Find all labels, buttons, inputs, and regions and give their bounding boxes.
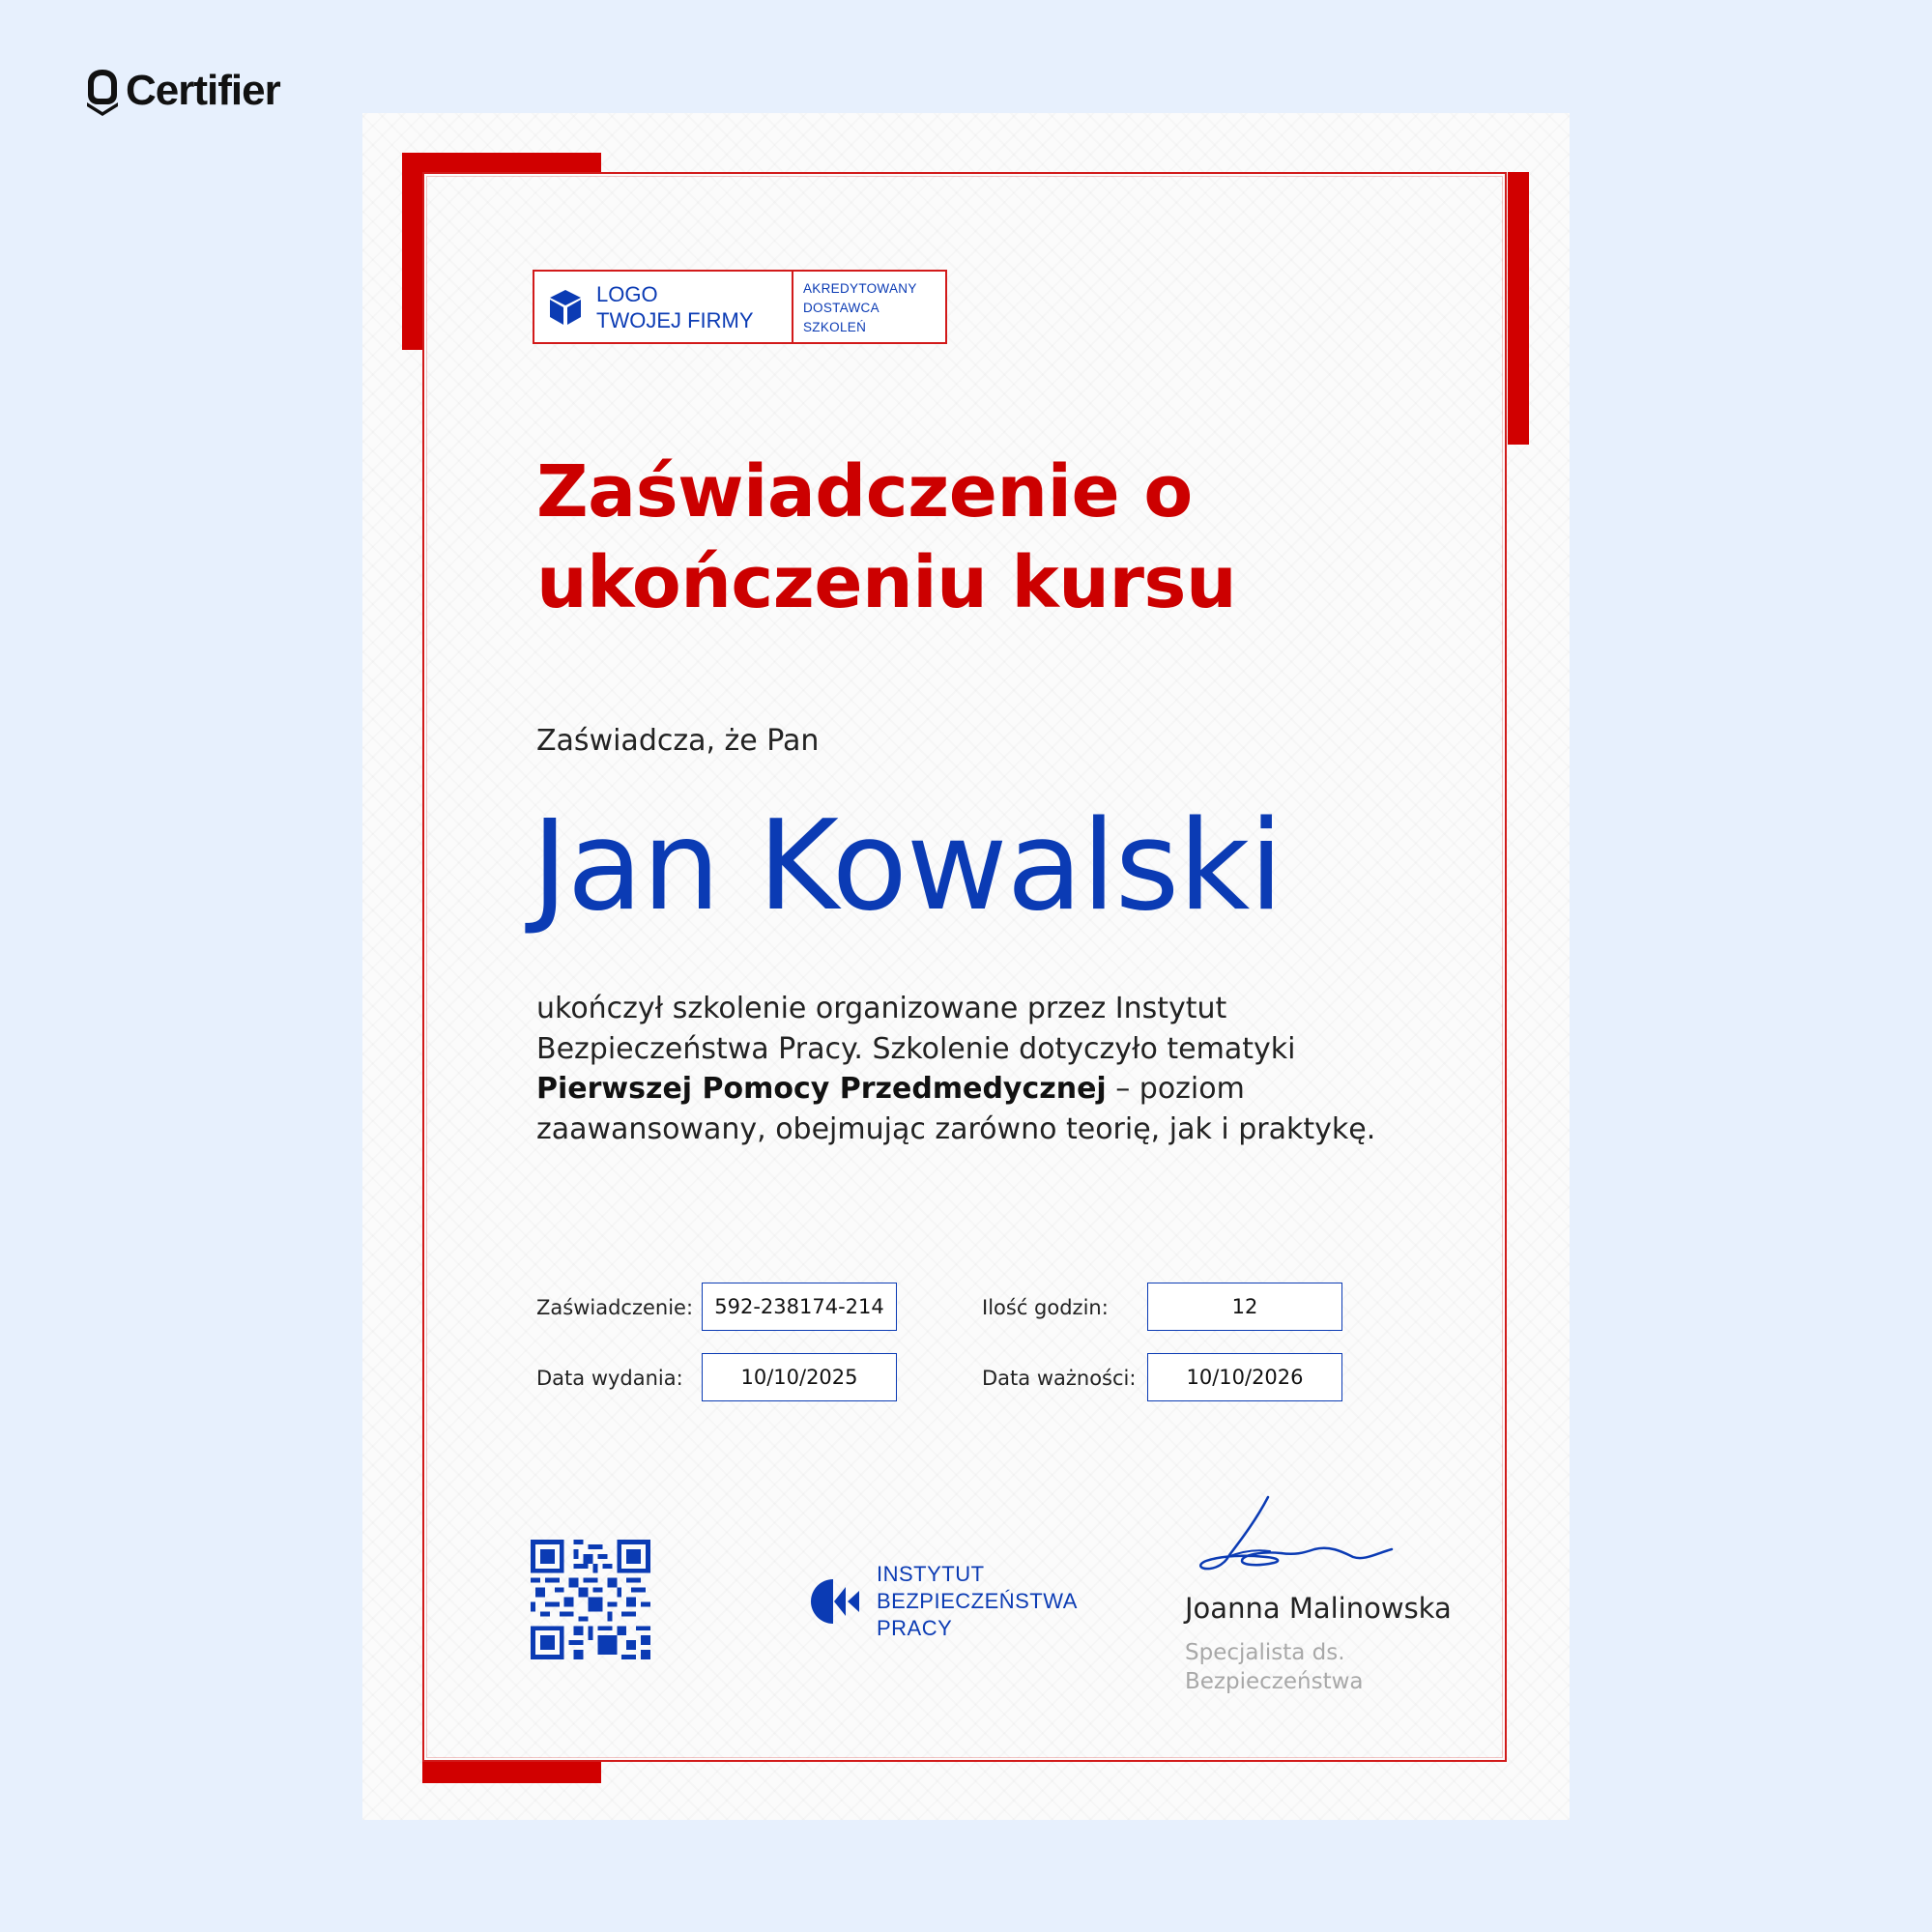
expiry-date-label: Data ważności:	[982, 1367, 1137, 1390]
qr-code-icon	[531, 1540, 650, 1659]
institute-name	[877, 1561, 1078, 1642]
signer-role: Specjalista ds. Bezpieczeństwa	[1185, 1640, 1364, 1694]
company-logo-name	[596, 281, 754, 333]
certificate-number-label: Zaświadczenie:	[536, 1296, 694, 1319]
institute-logo	[809, 1561, 1078, 1642]
brand-name: Certifier	[126, 67, 280, 114]
accreditation-badge	[793, 272, 945, 342]
company-logo-line2: TWOJEJ FIRMY	[596, 307, 754, 332]
badge-line3: SZKOLEŃ	[803, 320, 867, 334]
certificate-description	[536, 989, 1387, 1149]
certifier-logo-icon	[83, 66, 122, 116]
recipient-name: Jan Kowalski	[532, 794, 1283, 938]
description-part2: – poziom zaawansowany, obejmując zarówno teorię, jak i praktykę.	[536, 1072, 1376, 1146]
company-logo-main	[534, 272, 793, 342]
certificate-number-value: 592-238174-214	[702, 1283, 897, 1331]
badge-line2: DOSTAWCA	[803, 301, 879, 315]
certifier-brand	[83, 66, 280, 116]
corner-accent-bottom-left	[422, 1762, 601, 1783]
signature	[1189, 1495, 1401, 1582]
hours-value: 12	[1147, 1283, 1342, 1331]
signer-name: Joanna Malinowska	[1185, 1592, 1452, 1625]
institute-line3: PRACY	[877, 1616, 953, 1640]
company-logo-placeholder	[533, 270, 947, 344]
badge-line1: AKREDYTOWANY	[803, 281, 917, 296]
institute-line2: BEZPIECZEŃSTWA	[877, 1589, 1078, 1613]
institute-line1: INSTYTUT	[877, 1562, 985, 1586]
institute-logo-icon	[809, 1577, 861, 1626]
description-part1: ukończył szkolenie organizowane przez Instytut Bezpieczeństwa Pracy. Szkolenie dotyczyło tematyki	[536, 992, 1296, 1066]
certificate-intro: Zaświadcza, że Pan	[536, 724, 820, 758]
certificate-paper	[362, 113, 1570, 1820]
cube-icon	[548, 288, 583, 327]
title-line2: ukończeniu kursu	[536, 541, 1237, 624]
certificate-title	[536, 447, 1406, 628]
corner-accent-top-left	[402, 153, 601, 174]
issue-date-value: 10/10/2025	[702, 1353, 897, 1401]
expiry-date-value: 10/10/2026	[1147, 1353, 1342, 1401]
corner-accent-left	[402, 153, 423, 350]
corner-accent-right	[1508, 172, 1529, 445]
company-logo-line1: LOGO	[596, 281, 658, 306]
hours-label: Ilość godzin:	[982, 1296, 1109, 1319]
title-line1: Zaświadczenie o	[536, 450, 1193, 533]
course-topic: Pierwszej Pomocy Przedmedycznej	[536, 1072, 1107, 1106]
issue-date-label: Data wydania:	[536, 1367, 683, 1390]
